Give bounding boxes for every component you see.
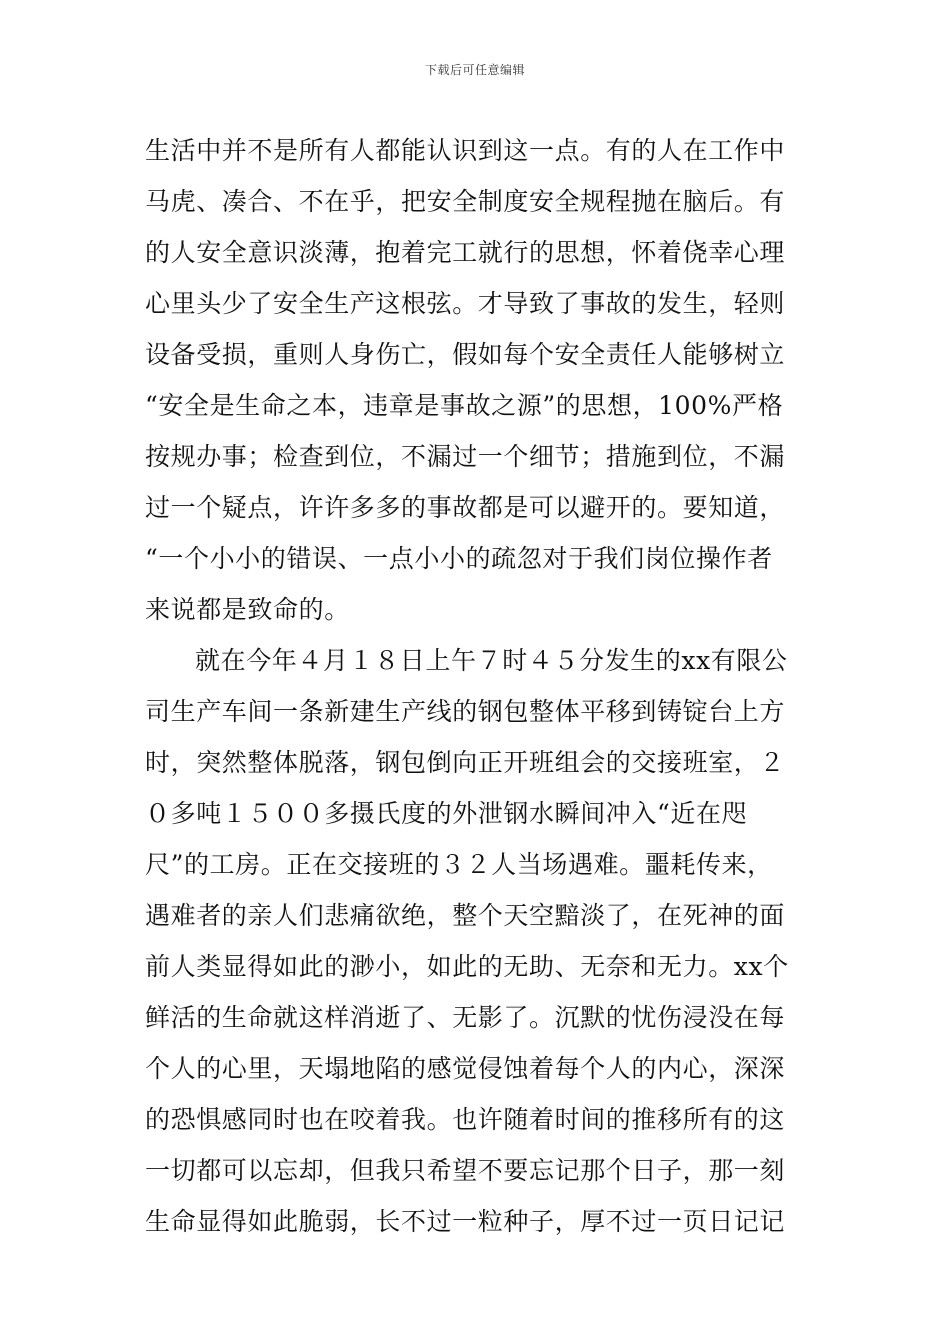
text-line: 生活中并不是所有人都能认识到这一点。有的人在工作中 bbox=[145, 136, 786, 165]
text-line: 马虎、凑合、不在乎，把安全制度安全规程抛在脑后。有 bbox=[145, 187, 786, 216]
text-line: 遇难者的亲人们悲痛欲绝，整个天空黯淡了，在死神的面 bbox=[145, 901, 786, 930]
text-line: 的恐惧感同时也在咬着我。也许随着时间的推移所有的这 bbox=[145, 1105, 786, 1134]
text-line: ０多吨１５００多摄氏度的外泄钢水瞬间冲入“近在咫 bbox=[145, 799, 748, 828]
text-line: 心里头少了安全生产这根弦。才导致了事故的发生，轻则 bbox=[145, 289, 786, 318]
text-line: 的人安全意识淡薄，抱着完工就行的思想，怀着侥幸心理 bbox=[145, 238, 786, 267]
body-text bbox=[145, 125, 810, 1247]
text-line: 尺”的工房。正在交接班的３２人当场遇难。噩耗传来， bbox=[145, 850, 773, 879]
text-line: “一个小小的错误、一点小小的疏忽对于我们岗位操作者 bbox=[145, 544, 773, 573]
text-line: 鲜活的生命就这样消逝了、无影了。沉默的忧伤浸没在每 bbox=[145, 1003, 786, 1032]
text-line: 司生产车间一条新建生产线的钢包整体平移到铸锭台上方 bbox=[145, 697, 786, 726]
text-line: “安全是生命之本，违章是事故之源”的思想，100%严格 bbox=[145, 391, 784, 420]
text-line: 设备受损，重则人身伤亡，假如每个安全责任人能够树立 bbox=[145, 340, 786, 369]
text-line: 一切都可以忘却，但我只希望不要忘记那个日子，那一刻 bbox=[145, 1156, 786, 1185]
page-header-caption: 下载后可任意编辑 bbox=[424, 63, 525, 77]
text-line: 前人类显得如此的渺小，如此的无助、无奈和无力。xx个 bbox=[145, 952, 789, 981]
paragraph-start-line: 就在今年４月１８日上午７时４５分发生的xx有限公 bbox=[195, 646, 788, 675]
text-line: 过一个疑点，许许多多的事故都是可以避开的。要知道， bbox=[145, 493, 786, 522]
text-line: 时，突然整体脱落，钢包倒向正开班组会的交接班室，２ bbox=[145, 748, 786, 777]
text-line: 个人的心里，天塌地陷的感觉侵蚀着每个人的内心，深深 bbox=[145, 1054, 786, 1083]
text-line: 按规办事；检查到位，不漏过一个细节；措施到位，不漏 bbox=[145, 442, 786, 471]
text-line: 来说都是致命的。 bbox=[145, 595, 350, 624]
text-line: 生命显得如此脆弱，长不过一粒种子，厚不过一页日记记 bbox=[145, 1207, 786, 1236]
